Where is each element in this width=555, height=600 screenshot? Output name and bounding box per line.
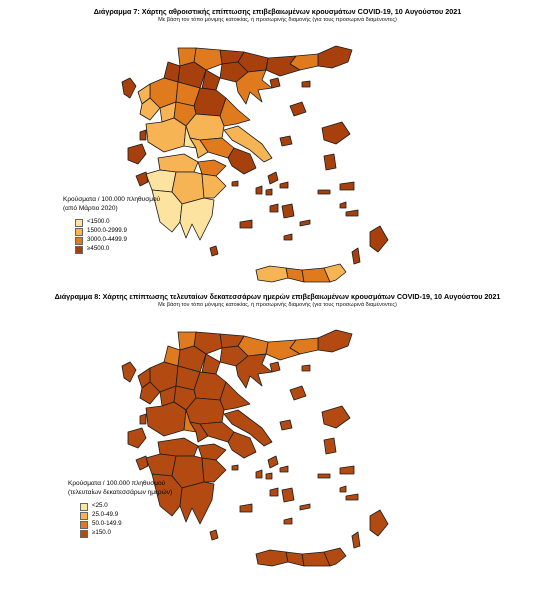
island-lefkada xyxy=(140,130,146,140)
region-aitoloakarnania xyxy=(146,402,186,436)
legend-label: 3000.0-4499.9 xyxy=(87,236,127,244)
legend-label: ≥4500.0 xyxy=(87,245,110,253)
region-aitoloakarnania xyxy=(146,118,186,152)
island-syros xyxy=(266,473,272,479)
island-santorini xyxy=(284,234,292,240)
island-rhodes xyxy=(370,510,388,536)
island-samothraki xyxy=(302,81,310,87)
island-lesvos xyxy=(322,122,350,144)
island-corfu xyxy=(122,78,136,98)
island-tinos xyxy=(280,182,288,188)
island-limnos xyxy=(290,102,306,116)
island-lefkada xyxy=(140,414,146,424)
island-naxos xyxy=(282,488,294,502)
island-paros xyxy=(270,204,278,212)
island-ikaria xyxy=(318,190,330,194)
legend-title: Κρούσματα / 100.000 πληθυσμού xyxy=(63,196,161,203)
island-naxos xyxy=(282,204,294,218)
region-argolida xyxy=(202,458,226,482)
region-argolida xyxy=(202,174,226,198)
legend-label: 25.0-49.9 xyxy=(92,511,119,519)
legend-label: <25.0 xyxy=(92,502,108,510)
legend-swatch xyxy=(80,512,88,520)
map-subtitle: Με βάση τον τόπο μόνιμης κατοικίας, ή προσωρινής διαμονής (για τους προσωρινά διαμένοντες) xyxy=(158,17,397,23)
island-chios xyxy=(324,154,336,170)
region-chania xyxy=(256,266,288,282)
island-thasos xyxy=(270,362,280,372)
legend-swatch xyxy=(75,228,83,236)
map-subtitle: Με βάση τον τόπο μόνιμης κατοικίας, ή προσωρινής διαμονής (για τους προσωρινά διαμένοντες) xyxy=(158,302,397,308)
island-zakynthos xyxy=(136,172,148,186)
map-title: Διάγραμμα 8: Χάρτης επίπτωσης τελευταίων δεκατεσσάρων ημερών επιβεβαιωμένων κρουσμάτων COVID-19, 10 Αυγούστου 2021 xyxy=(54,292,501,301)
legend-label: 50.0-149.9 xyxy=(92,520,122,528)
region-rethymno xyxy=(286,552,304,566)
island-milos xyxy=(240,504,252,512)
island-santorini xyxy=(284,518,292,524)
island-kefalonia xyxy=(128,428,146,448)
island-amorgos xyxy=(300,220,310,226)
legend-item xyxy=(80,502,172,511)
region-rethymno xyxy=(286,268,304,282)
island-aegina xyxy=(232,465,238,470)
map-legend xyxy=(63,196,160,254)
legend-label: <1500.0 xyxy=(87,218,110,226)
region-ilia xyxy=(146,170,176,192)
island-andros xyxy=(268,172,278,184)
island-kalymnos xyxy=(340,486,346,492)
region-thrace-east xyxy=(318,46,352,68)
legend-title: Κρούσματα / 100.000 πληθυσμού xyxy=(68,480,166,487)
legend-label: 1500.0-2999.9 xyxy=(87,227,127,235)
legend-item xyxy=(75,236,160,245)
legend-item xyxy=(75,227,160,236)
island-aegina xyxy=(232,181,238,186)
island-kalymnos xyxy=(340,202,346,208)
island-skyros xyxy=(280,420,292,430)
map-panel-cumulative xyxy=(0,0,555,290)
legend-item xyxy=(80,511,172,520)
region-laconia xyxy=(180,198,214,240)
region-achaia xyxy=(158,438,198,456)
island-syros xyxy=(266,189,272,195)
island-andros xyxy=(268,456,278,468)
legend-swatch xyxy=(75,237,83,245)
island-paros xyxy=(270,488,278,496)
map-title: Διάγραμμα 7: Χάρτης αθροιστικής επίπτωσης επιβεβαιωμένων κρουσμάτων COVID-19, 10 Αυγούστου 2021 xyxy=(93,7,462,16)
island-kea xyxy=(256,186,262,194)
island-samothraki xyxy=(302,365,310,371)
region-thrace-east xyxy=(318,330,352,352)
island-chios xyxy=(324,438,336,454)
island-ikaria xyxy=(318,474,330,478)
legend-item xyxy=(80,529,172,538)
island-kos xyxy=(346,494,358,500)
island-kythira xyxy=(210,530,218,540)
legend-swatch xyxy=(75,219,83,227)
legend-swatch xyxy=(80,530,88,538)
map-legend xyxy=(68,480,172,538)
legend-subtitle: (από Μάρτιο 2020) xyxy=(63,204,118,212)
island-rhodes xyxy=(370,226,388,252)
island-zakynthos xyxy=(136,456,148,470)
island-amorgos xyxy=(300,504,310,510)
map-panel-14-day xyxy=(0,288,555,600)
island-samos xyxy=(340,466,354,474)
legend-item xyxy=(75,245,160,254)
region-chania xyxy=(256,550,288,566)
island-karpathos xyxy=(352,532,360,548)
island-thasos xyxy=(270,78,280,88)
legend-subtitle: (τελευταίων δεκατεσσάρων ημερών) xyxy=(68,488,173,496)
island-lesvos xyxy=(322,406,350,428)
region-corinthia xyxy=(198,444,226,460)
region-achaia xyxy=(158,154,198,172)
island-kea xyxy=(256,470,262,478)
island-skyros xyxy=(280,136,292,146)
island-samos xyxy=(340,182,354,190)
region-viotia xyxy=(200,138,234,158)
island-limnos xyxy=(290,386,306,400)
island-tinos xyxy=(280,466,288,472)
legend-swatch xyxy=(80,521,88,529)
island-karpathos xyxy=(352,248,360,264)
legend-swatch xyxy=(80,503,88,511)
island-kythira xyxy=(210,246,218,256)
island-kos xyxy=(346,210,358,216)
legend-label: ≥150.0 xyxy=(92,529,111,537)
island-milos xyxy=(240,220,252,228)
region-ilia xyxy=(146,454,176,476)
legend-swatch xyxy=(75,246,83,254)
region-viotia xyxy=(200,422,234,442)
region-corinthia xyxy=(198,160,226,176)
legend-item xyxy=(75,218,160,227)
legend-item xyxy=(80,520,172,529)
island-kefalonia xyxy=(128,144,146,164)
island-corfu xyxy=(122,362,136,382)
region-laconia xyxy=(180,482,214,524)
